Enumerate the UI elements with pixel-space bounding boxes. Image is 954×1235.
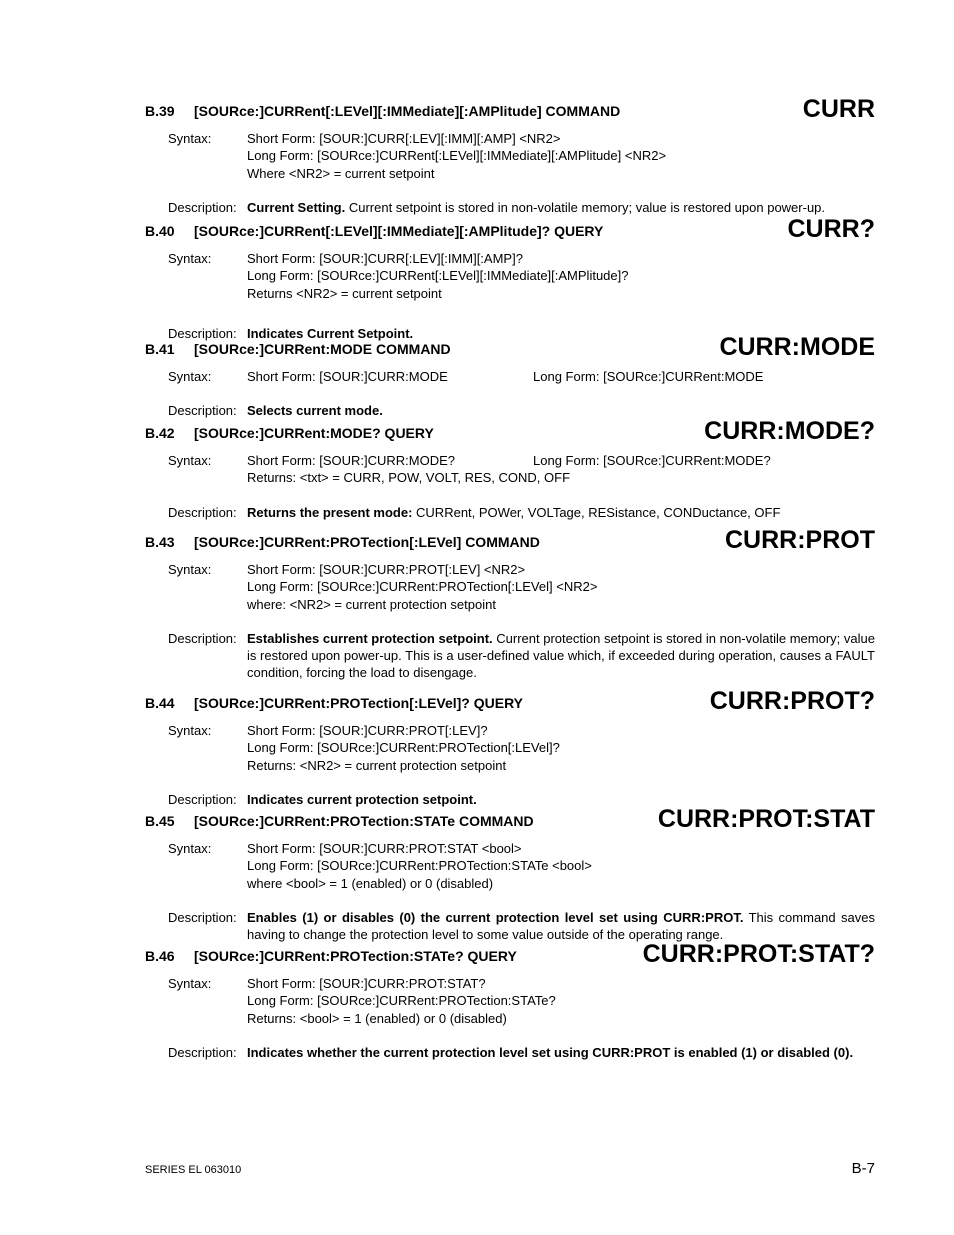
section-title: [SOURce:]CURRent:PROTection[:LEVel]? QUERY: [194, 695, 524, 711]
syntax-block: [0, 722, 954, 774]
section-number: B.40: [145, 223, 175, 239]
description-label: Description:: [168, 791, 237, 807]
syntax-label: Syntax:: [168, 131, 212, 146]
syntax-label: Syntax:: [168, 562, 212, 577]
description-text: This command saves having to change the protection level to some value outside of the operating range.: [247, 909, 875, 943]
section-title: [SOURce:]CURRent[:LEVel][:IMMediate][:AMPlitude] COMMAND: [194, 103, 621, 119]
syntax-line: Long Form: [SOURce:]CURRent:PROTection:STATe <bool>: [247, 858, 592, 874]
syntax-line: Returns: <txt> = CURR, POW, VOLT, RES, COND, OFF: [247, 470, 571, 486]
description-block: [0, 630, 954, 682]
section-heading: [0, 95, 954, 123]
description-bold: Indicates whether the current protection level set using CURR:PROT is enabled (1) or disabled (0).: [247, 1044, 854, 1060]
section-b40: [0, 215, 954, 342]
syntax-line: Long Form: [SOURce:]CURRent:PROTection[:LEVel]?: [247, 740, 560, 756]
syntax-long-form: Long Form: [SOURce:]CURRent:MODE: [533, 369, 764, 384]
syntax-label: Syntax:: [168, 723, 212, 738]
section-heading: [0, 526, 954, 554]
syntax-block: [0, 840, 954, 892]
description-text: Current setpoint is stored in non-volatile memory; value is restored upon power-up.: [345, 199, 826, 215]
description-label: Description:: [168, 199, 237, 215]
footer-page-number: B-7: [851, 1160, 875, 1177]
section-number: B.46: [145, 948, 175, 964]
section-title: [SOURce:]CURRent:MODE COMMAND: [194, 341, 451, 357]
section-mnemonic: CURR?: [787, 215, 875, 243]
syntax-label: Syntax:: [168, 976, 212, 991]
description-bold: Current Setting.: [247, 199, 346, 215]
section-b46: [0, 940, 954, 1061]
section-number: B.41: [145, 341, 175, 357]
description-block: [0, 909, 954, 944]
footer-series: SERIES EL 063010: [145, 1164, 242, 1176]
description-block: [0, 504, 954, 521]
description-text: Current protection setpoint is stored in non-volatile memory; value is restored upon power-up. This is a user-defined value which, if exceeded during operation, causes a FAULT condition, forcing the load to disengage.: [247, 630, 875, 681]
section-heading: [0, 940, 954, 968]
syntax-block: [0, 452, 954, 487]
description-label: Description:: [168, 504, 237, 520]
syntax-line: Returns: <NR2> = current protection setpoint: [247, 757, 507, 773]
syntax-line: Short Form: [SOUR:]CURR[:LEV][:IMM][:AMP]?: [247, 251, 523, 266]
syntax-line: Short Form: [SOUR:]CURR:PROT[:LEV]?: [247, 723, 488, 738]
description-label: Description:: [168, 403, 237, 419]
syntax-line: where: <NR2> = current protection setpoint: [247, 596, 496, 612]
description-bold: Selects current mode.: [247, 403, 383, 419]
syntax-label: Syntax:: [168, 841, 212, 856]
syntax-block: [0, 975, 954, 1027]
syntax-label: Syntax:: [168, 251, 212, 266]
section-b39: [0, 95, 954, 216]
section-title: [SOURce:]CURRent:PROTection:STATe? QUERY: [194, 948, 517, 964]
section-title: [SOURce:]CURRent:PROTection:STATe COMMAND: [194, 813, 534, 829]
section-mnemonic: CURR:MODE: [719, 333, 875, 361]
syntax-line: Short Form: [SOUR:]CURR[:LEV][:IMM][:AMP] <NR2>: [247, 131, 561, 146]
syntax-line: Short Form: [SOUR:]CURR:PROT:STAT?: [247, 976, 486, 991]
syntax-line: Long Form: [SOURce:]CURRent[:LEVel][:IMMediate][:AMPlitude]?: [247, 268, 629, 284]
syntax-block: [0, 130, 954, 182]
syntax-line: Short Form: [SOUR:]CURR:MODE: [247, 369, 448, 384]
section-number: B.44: [145, 695, 175, 711]
syntax-long-form: Long Form: [SOURce:]CURRent:MODE?: [533, 453, 771, 468]
section-heading: [0, 805, 954, 833]
description-bold: Establishes current protection setpoint.: [247, 630, 493, 646]
description-bold: Enables (1) or disables (0) the current protection level set using CURR:PROT.: [247, 909, 744, 925]
section-title: [SOURce:]CURRent[:LEVel][:IMMediate][:AMPlitude]? QUERY: [194, 223, 604, 239]
section-mnemonic: CURR: [802, 95, 875, 123]
description-bold: Indicates Current Setpoint.: [247, 325, 414, 341]
description-bold: Returns the present mode:: [247, 504, 413, 520]
section-b42: [0, 417, 954, 521]
description-label: Description:: [168, 325, 237, 341]
syntax-line: Short Form: [SOUR:]CURR:PROT[:LEV] <NR2>: [247, 562, 526, 577]
section-mnemonic: CURR:MODE?: [704, 417, 875, 445]
section-heading: [0, 417, 954, 445]
syntax-line: where <bool> = 1 (enabled) or 0 (disabled): [247, 875, 494, 891]
section-title: [SOURce:]CURRent:PROTection[:LEVel] COMMAND: [194, 534, 540, 550]
syntax-line: Short Form: [SOUR:]CURR:PROT:STAT <bool>: [247, 841, 522, 856]
description-label: Description:: [168, 1044, 237, 1060]
section-b45: [0, 805, 954, 943]
syntax-label: Syntax:: [168, 453, 212, 468]
description-label: Description:: [168, 909, 237, 925]
syntax-line: Returns: <bool> = 1 (enabled) or 0 (disabled): [247, 1010, 507, 1026]
section-number: B.43: [145, 534, 175, 550]
section-b44: [0, 687, 954, 808]
description-label: Description:: [168, 630, 237, 646]
syntax-block: [0, 368, 954, 385]
section-mnemonic: CURR:PROT?: [709, 687, 875, 715]
description-block: [0, 1044, 954, 1061]
syntax-block: [0, 561, 954, 613]
syntax-block: [0, 250, 954, 302]
syntax-line: Returns <NR2> = current setpoint: [247, 285, 442, 301]
section-heading: [0, 215, 954, 243]
syntax-line: Where <NR2> = current setpoint: [247, 165, 435, 181]
section-mnemonic: CURR:PROT:STAT?: [642, 940, 875, 968]
description-text: CURRent, POWer, VOLTage, RESistance, CONDuctance, OFF: [412, 504, 781, 520]
section-number: B.45: [145, 813, 175, 829]
description-bold: Indicates current protection setpoint.: [247, 791, 477, 807]
section-title: [SOURce:]CURRent:MODE? QUERY: [194, 425, 434, 441]
section-mnemonic: CURR:PROT: [725, 526, 875, 554]
section-mnemonic: CURR:PROT:STAT: [657, 805, 875, 833]
syntax-label: Syntax:: [168, 369, 212, 384]
section-number: B.39: [145, 103, 175, 119]
syntax-line: Short Form: [SOUR:]CURR:MODE?: [247, 453, 456, 468]
syntax-line: Long Form: [SOURce:]CURRent:PROTection:STATe?: [247, 993, 556, 1009]
section-b43: [0, 526, 954, 682]
syntax-line: Long Form: [SOURce:]CURRent[:LEVel][:IMMediate][:AMPlitude] <NR2>: [247, 148, 667, 164]
section-number: B.42: [145, 425, 175, 441]
section-heading: [0, 687, 954, 715]
description-block: [0, 199, 954, 216]
syntax-line: Long Form: [SOURce:]CURRent:PROTection[:LEVel] <NR2>: [247, 579, 598, 595]
